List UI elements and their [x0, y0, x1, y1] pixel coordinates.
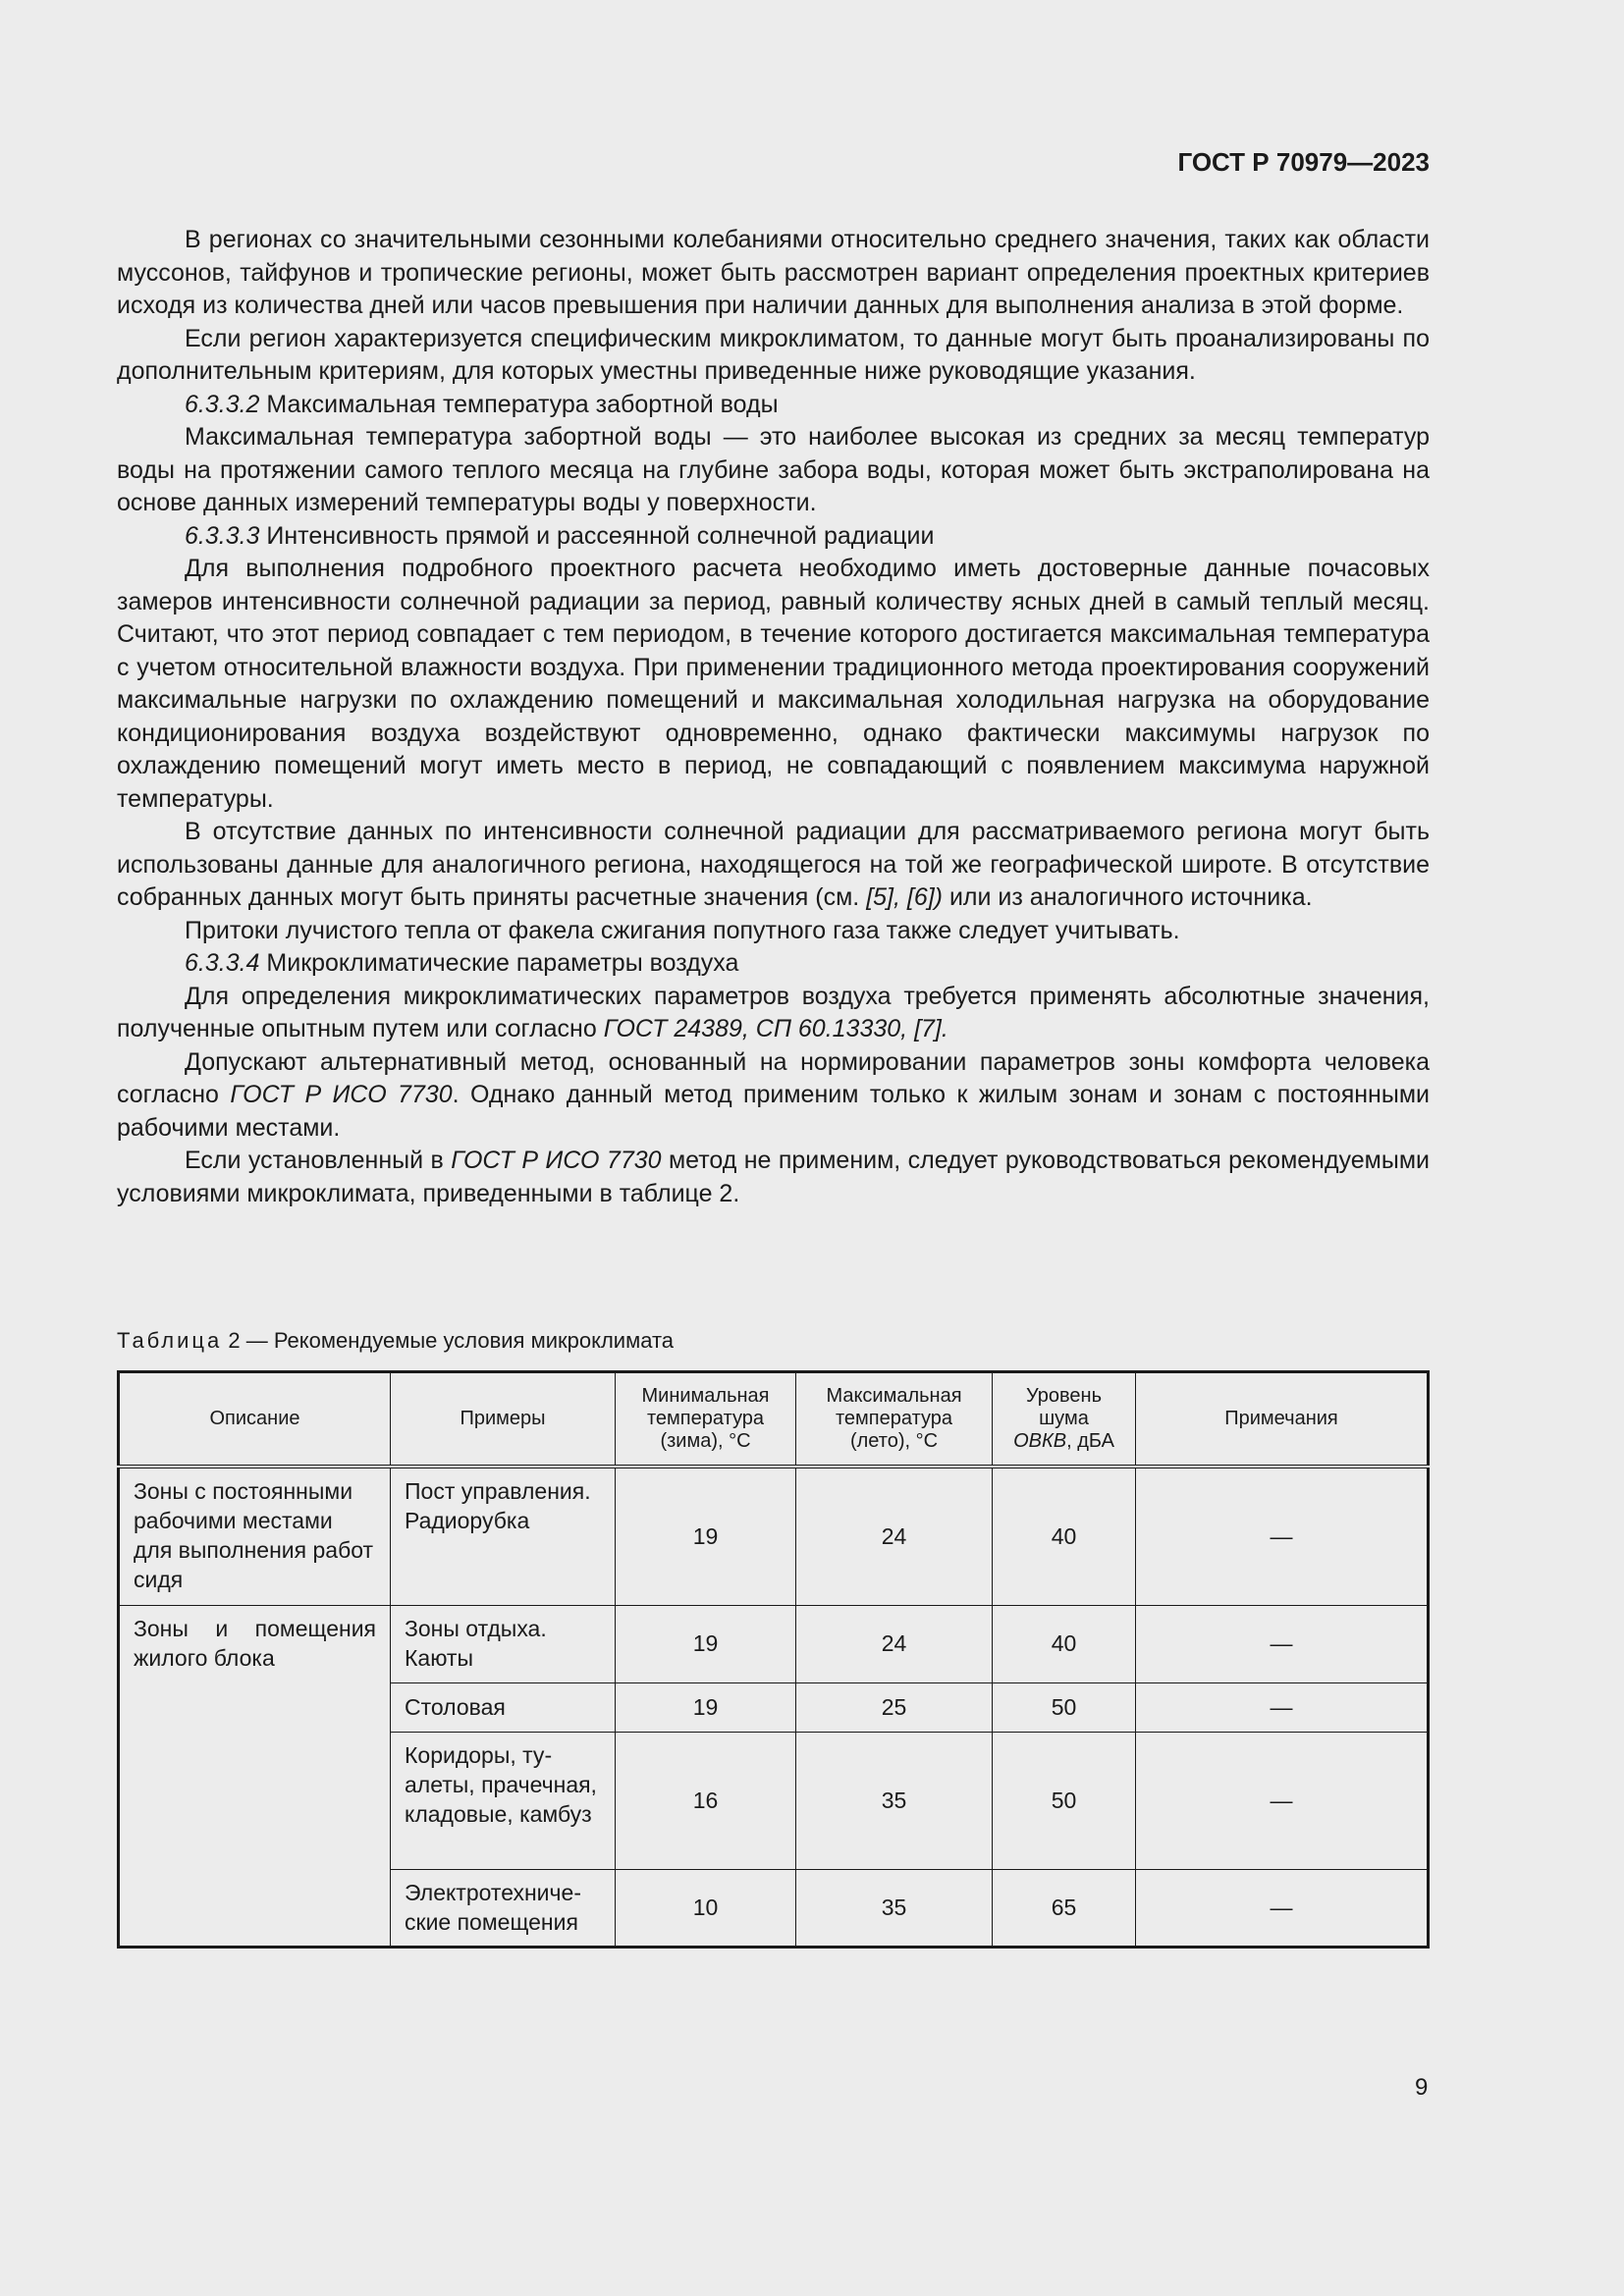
text-run: В отсутствие данных по интенсивности солнечной радиации для рассматриваемого региона могут быть использованы данные для аналогичного региона, находящегося на той же географической широте. В отсутствие собранных данных могут быть приняты расчетные значения (см. [117, 818, 1430, 911]
paragraph [117, 1145, 1430, 1210]
text-run: метод не применим, следует руководствоваться рекомендуемыми условиями микроклимата, приведенными в таблице 2. [117, 1147, 1430, 1207]
reference-link: [5], [6]) [866, 883, 944, 911]
cell-noise: 40 [993, 1467, 1136, 1605]
paragraph: Максимальная температура забортной воды — это наиболее высокая из средних за месяц температур воды на протяжении самого теплого месяца на глубине забора воды, которая может быть экстраполирована на основе данных измерений температуры воды у поверхности. [117, 423, 1430, 516]
cell-min-temp: 10 [616, 1869, 796, 1947]
table-row [119, 1467, 1429, 1605]
header-description: Описание [119, 1372, 391, 1468]
header-line: Максимальная [826, 1385, 962, 1407]
cell-example: Столовая [391, 1682, 616, 1732]
header-line: (зима), °С [660, 1430, 751, 1452]
cell-max-temp: 24 [796, 1467, 993, 1605]
cell-description: Зоны с постоянными рабочими местами для выполнения работ сидя [119, 1467, 391, 1605]
text-run: Допускают альтернативный метод, основанный на нормировании параметров зоны комфорта человека согласно [117, 1047, 1430, 1108]
header-line: Минимальная [641, 1385, 770, 1407]
cell-description: Зоны и помещения жилого блока [119, 1605, 391, 1947]
section-title: Максимальная температура забортной воды [259, 390, 779, 418]
header-line: температура [647, 1408, 764, 1429]
cell-example: Зоны отдыха. Каюты [391, 1605, 616, 1682]
header-min-temp [616, 1372, 796, 1468]
page-number: 9 [1415, 2074, 1429, 2101]
header-examples: Примеры [391, 1372, 616, 1468]
section-heading-6-3-3-2 [117, 389, 1430, 422]
cell-example: Электротехнические помещения [391, 1869, 616, 1947]
header-line: температура [836, 1408, 952, 1429]
header-line: , дБА [1066, 1430, 1114, 1452]
microclimate-table [117, 1370, 1430, 1949]
cell-max-temp: 25 [796, 1682, 993, 1732]
cell-example: Пост управления. Радиорубка [391, 1467, 616, 1605]
cell-noise: 50 [993, 1682, 1136, 1732]
cell-min-temp: 19 [616, 1467, 796, 1605]
cell-min-temp: 19 [616, 1682, 796, 1732]
cell-note: — [1136, 1682, 1429, 1732]
cell-min-temp: 16 [616, 1732, 796, 1869]
cell-max-temp: 35 [796, 1732, 993, 1869]
paragraph: Притоки лучистого тепла от факела сжигания попутного газа также следует учитывать. [185, 916, 1180, 944]
table-caption-text: 2 — Рекомендуемые условия микроклимата [222, 1328, 675, 1353]
text-run: или из аналогичного источника. [943, 883, 1313, 911]
cell-note: — [1136, 1869, 1429, 1947]
section-heading-6-3-3-3 [117, 520, 1430, 554]
document-id-header: ГОСТ Р 70979—2023 [1177, 147, 1430, 177]
text-run: . Однако данный метод применим только к жилым зонам и зонам с постоянными рабочими местами. [117, 1081, 1430, 1142]
cell-example: Коридоры, туалеты, прачечная, кладовые, камбуз [391, 1732, 616, 1869]
section-number: 6.3.3.4 [185, 949, 260, 977]
header-noise-level [993, 1372, 1136, 1468]
section-heading-6-3-3-4 [117, 947, 1430, 981]
cell-noise: 65 [993, 1869, 1136, 1947]
text-run: Если установленный в [185, 1147, 452, 1174]
text-run: Для определения микроклиматических параметров воздуха требуется применять абсолютные значения, полученные опытным путем или согласно [117, 982, 1430, 1042]
cell-note: — [1136, 1732, 1429, 1869]
header-max-temp [796, 1372, 993, 1468]
cell-max-temp: 24 [796, 1605, 993, 1682]
cell-max-temp: 35 [796, 1869, 993, 1947]
section-title: Интенсивность прямой и рассеянной солнечной радиации [259, 521, 935, 550]
header-line: ОВКВ [1013, 1430, 1067, 1452]
section-number: 6.3.3.2 [185, 390, 260, 418]
reference-link: ГОСТ Р ИСО 7730 [230, 1081, 453, 1108]
paragraph: Для выполнения подробного проектного расчета необходимо иметь достоверные данные почасовых замеров интенсивности солнечной радиации за период, равный количеству ясных дней в самый теплый месяц. Считают, что этот период совпадает с тем периодом, в течение которого достигается максимальная температура с учетом относительной влажности воздуха. При применении традиционного метода проектирования сооружений максимальные нагрузки по охлаждению помещений и максимальная холодильная нагрузка на оборудование кондиционирования воздуха воздействуют одновременно, однако фактически максимумы нагрузок по охлаждению помещений могут иметь место в период, не совпадающий с появлением максимума наружной температуры. [117, 555, 1430, 813]
paragraph: В регионах со значительными сезонными колебаниями относительно среднего значения, таких как области муссонов, тайфунов и тропические регионы, может быть рассмотрен вариант определения проектных критериев исходя из количества дней или часов превышения при наличии данных для выполнения анализа в этой форме. [117, 226, 1430, 319]
cell-min-temp: 19 [616, 1605, 796, 1682]
reference-link: ГОСТ 24389, СП 60.13330, [7]. [603, 1015, 948, 1042]
paragraph [117, 816, 1430, 915]
section-title: Микроклиматические параметры воздуха [259, 949, 739, 977]
table-header-row [119, 1372, 1429, 1468]
table-row [119, 1605, 1429, 1682]
cell-noise: 50 [993, 1732, 1136, 1869]
cell-noise: 40 [993, 1605, 1136, 1682]
header-line: (лето), °С [849, 1430, 939, 1452]
cell-note: — [1136, 1467, 1429, 1605]
paragraph [117, 981, 1430, 1046]
reference-link: ГОСТ Р ИСО 7730 [451, 1147, 662, 1174]
table-caption [117, 1328, 674, 1354]
table-caption-label: Таблица [117, 1328, 223, 1353]
paragraph [117, 1046, 1430, 1146]
header-line: Уровень [1025, 1385, 1103, 1407]
body-text [117, 224, 1430, 1210]
header-line: шума [1039, 1408, 1089, 1429]
section-number: 6.3.3.3 [185, 521, 260, 550]
cell-note: — [1136, 1605, 1429, 1682]
paragraph: Если регион характеризуется специфическим микроклиматом, то данные могут быть проанализированы по дополнительным критериям, для которых уместны приведенные ниже руководящие указания. [117, 324, 1430, 385]
header-notes: Примечания [1136, 1372, 1429, 1468]
